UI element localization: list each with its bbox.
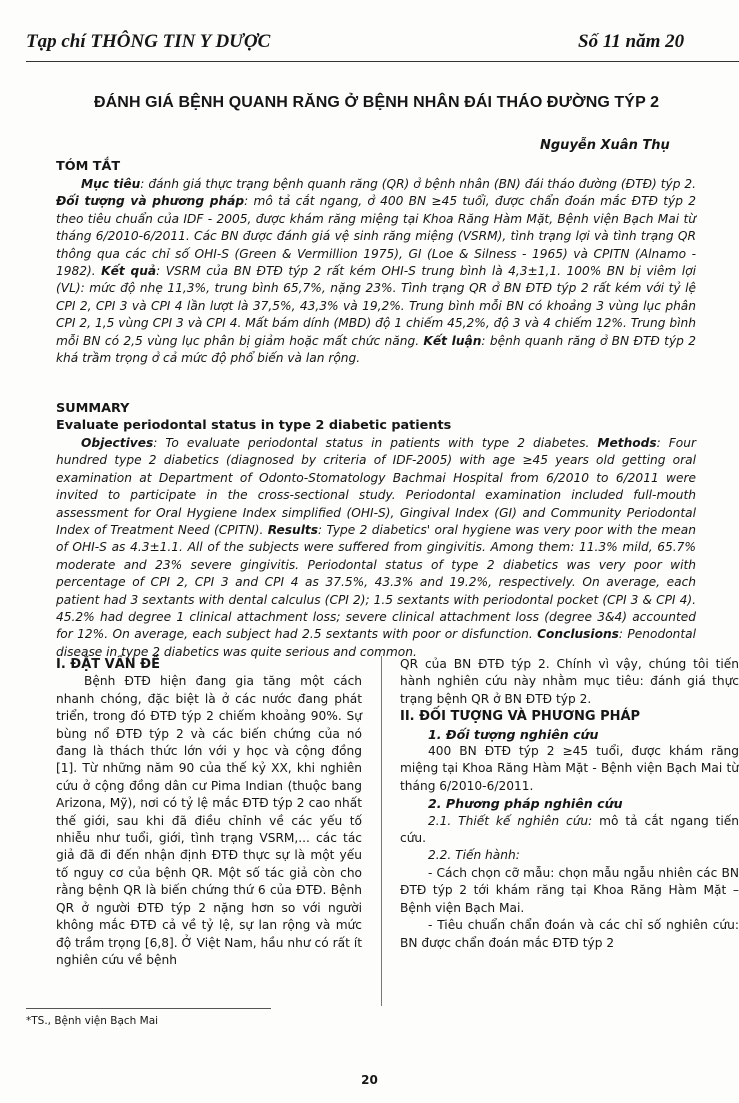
subsection-2-heading: 2. Phương pháp nghiên cứu — [428, 796, 623, 812]
objective-text: : đánh giá thực trạng bệnh quanh răng (QR) ở bệnh nhân (BN) đái tháo đường (ĐTĐ) týp 2. — [140, 177, 696, 191]
author-footnote: *TS., Bệnh viện Bạch Mai — [26, 1015, 159, 1027]
results-text: : VSRM của BN ĐTĐ týp 2 rất kém OHI-S trung bình là 4,3±1,1. 100% BN bị viêm lợi (VL): mức độ nhẹ 11,3%, trung bình 65,7%, nặng 23%. Tình trạng QR ở BN ĐTĐ týp 2 rất kém với tỷ lệ CPI 2, CPI 3 và CPI 4 lần lượt là 37,5%, 43,3% và 19,2%. Trung bình mỗi BN có khoảng 3 vùng lục phân CPI 2, 1,5 vùng CPI 3 và CPI 4. Mất bám dính (MBD) độ 1 chiếm 45,2%, độ 3 và 4 chiếm 12%. Trung bình mỗi BN có 2,5 vùng lục phân bị giảm hoặc mất chức năng. — [56, 264, 696, 348]
sampling-paragraph: - Cách chọn cỡ mẫu: chọn mẫu ngẫu nhiên các BN ĐTĐ týp 2 tới khám răng tại Khoa Răng Hàm Mặt – Bệnh viện Bạch Mai. — [400, 865, 739, 915]
conclusions-text: : Penodontal disease in type 2 diabetics was quite serious and common. — [56, 627, 697, 659]
design-text: mô tả cắt ngang tiến cứu. — [400, 813, 739, 846]
en-results-label: Results — [267, 523, 318, 538]
methods-text: : mô tả cắt ngang, ở 400 BN ≥45 tuổi, được chẩn đoán mắc ĐTĐ týp 2 theo tiêu chuẩn của IDF - 2005, được khám răng miệng tại Khoa Răng Hàm Mặt, Bệnh viện Bạch Mai từ tháng 6/2010-6/2011. Các BN được đánh giá vệ sinh răng miệng (VSRM), tình trạng lợi và tình trạng QR thông qua các chỉ số OHI-S (Green & Vermillion 1975), GI (Loe & Silness - 1965) và CPITN (Alnamo - 1982). — [56, 194, 696, 279]
objectives-text: : To evaluate periodontal status in patients with type 2 diabetes. — [153, 436, 598, 450]
methods-label: Đối tượng và phương pháp — [56, 194, 245, 209]
objective-label: Mục tiêu — [81, 177, 141, 191]
conclusion-text: : bệnh quanh răng ở BN ĐTĐ týp 2 khá trầm trọng ở cả mức độ phổ biến và lan rộng. — [56, 333, 696, 366]
design-label: 2.1. Thiết kế nghiên cứu: — [428, 813, 593, 828]
journal-name: Tạp chí THÔNG TIN Y DƯỢC — [26, 31, 271, 52]
left-column — [56, 656, 362, 1006]
procedure-heading: 2.2. Tiến hành: — [428, 848, 520, 863]
tomtat-heading: TÓM TẮT — [56, 159, 121, 174]
subjects-paragraph: 400 BN ĐTĐ týp 2 ≥45 tuổi, được khám răng miệng tại Khoa Răng Hàm Mặt - Bệnh viện Bạch Mai từ tháng 6/2010-6/2011. — [400, 744, 739, 793]
results-label: Kết quả — [101, 264, 157, 279]
footnote-rule — [26, 1008, 271, 1009]
vietnamese-abstract — [56, 176, 696, 400]
issue-number: Số 11 năm 20 — [578, 31, 685, 52]
right-column — [400, 656, 739, 1006]
objectives-label: Objectives — [81, 436, 154, 450]
section-1-heading: I. ĐẶT VẤN ĐỀ — [56, 657, 160, 672]
en-results-text: : Type 2 diabetics' oral hygiene was very poor with the mean of OHI-S as 4.3±1.1. All of the subjects were suffered from gingivitis. Among them: 11.3% mild, 65.7% moderate and 23% severe gingivitis. Periodontal status of type 2 diabetics was very poor with percentage of CPI 2, CPI 3 and CPI 4 as 37.5%, 43.3% and 19.2%, respectively. On average, each patient had 3 sextants with dental calculus (CPI 2); 1.5 sextants with periodontal pocket (CPI 3 & CPI 4). 45.2% had degree 1 clinical attachment loss; severe clinical attachment loss (degree 3&4) accounted for 12%. On average, each subject had 2.5 sextants with poor or disfunction. — [56, 523, 696, 642]
design-paragraph — [400, 813, 739, 848]
subsection-1-heading: 1. Đối tượng nghiên cứu — [428, 726, 599, 742]
english-abstract — [56, 435, 697, 659]
author-name: Nguyễn Xuân Thụ — [540, 138, 670, 153]
intro-continuation: QR của BN ĐTĐ týp 2. Chính vì vậy, chúng tôi tiến hành nghiên cứu này nhằm mục tiêu: đánh giá thực trạng bệnh QR ở BN ĐTĐ týp 2. — [400, 657, 739, 706]
introduction-paragraph: Bệnh ĐTĐ hiện đang gia tăng một cách nhanh chóng, đặc biệt là ở các nước đang phát triển, trong đó ĐTĐ týp 2 chiếm khoảng 90%. Sự bùng nổ ĐTĐ týp 2 và các biến chứng của nó đang là thách thức lớn với y học và cộng đồng [1]. Từ những năm 90 của thế kỷ XX, khi nghiên cứu ở cộng đồng dân cư Pima Indian (thuộc bang Arizona, Mỹ), nơi có tỷ lệ mắc ĐTĐ týp 2 cao nhất thế giới, sau khi đã điều chỉnh về các yếu tố nhiễu như tuổi, giới, tình trạng VSRM,... các tác giả đã đi đến nhận định ĐTĐ thực sự là một yếu tố nguy cơ của bệnh QR. Một số tác giả còn cho rằng bệnh QR là biến chứng thứ 6 của ĐTĐ. Bệnh QR ở người ĐTĐ týp 2 nặng hơn so với người không mắc ĐTĐ cả về tỷ lệ, sự lan rộng và mức độ trầm trọng [6,8]. Ở Việt Nam, hầu như có rất ít nghiên cứu về bệnh — [56, 674, 362, 967]
en-methods-label: Methods — [597, 436, 657, 450]
section-2-heading: II. ĐỐI TƯỢNG VÀ PHƯƠNG PHÁP — [400, 709, 641, 725]
criteria-paragraph: - Tiêu chuẩn chẩn đoán và các chỉ số nghiên cứu: BN được chẩn đoán mắc ĐTĐ týp 2 — [400, 918, 739, 950]
article-title: ĐÁNH GIÁ BỆNH QUANH RĂNG Ở BỆNH NHÂN ĐÁI THÁO ĐƯỜNG TÝP 2 — [94, 94, 660, 111]
conclusion-label: Kết luận — [423, 333, 482, 348]
english-abstract-text — [56, 435, 696, 661]
en-methods-text: : Four hundred type 2 diabetics (diagnosed by criteria of IDF-2005) with age ≥45 years old getting oral examination at Department of Odonto-Stomatology Bachmai Hospital from 6/2010 to 6/2011 were invited to participate in the cross-sectional study. Periodontal examination included full-mouth assessment for Oral Hygiene Index simplified (OHI-S), Gingival Index (GI) and Community Periodontal Index of Treatment Need (CPITN). — [56, 436, 696, 538]
conclusions-label: Conclusions — [537, 627, 619, 642]
column-divider — [381, 656, 382, 1006]
vietnamese-abstract-text — [56, 176, 696, 367]
summary-heading: SUMMARY — [56, 401, 130, 416]
page-number: 20 — [361, 1073, 378, 1087]
summary-title: Evaluate periodontal status in type 2 diabetic patients — [56, 418, 452, 433]
header-rule — [26, 61, 739, 62]
